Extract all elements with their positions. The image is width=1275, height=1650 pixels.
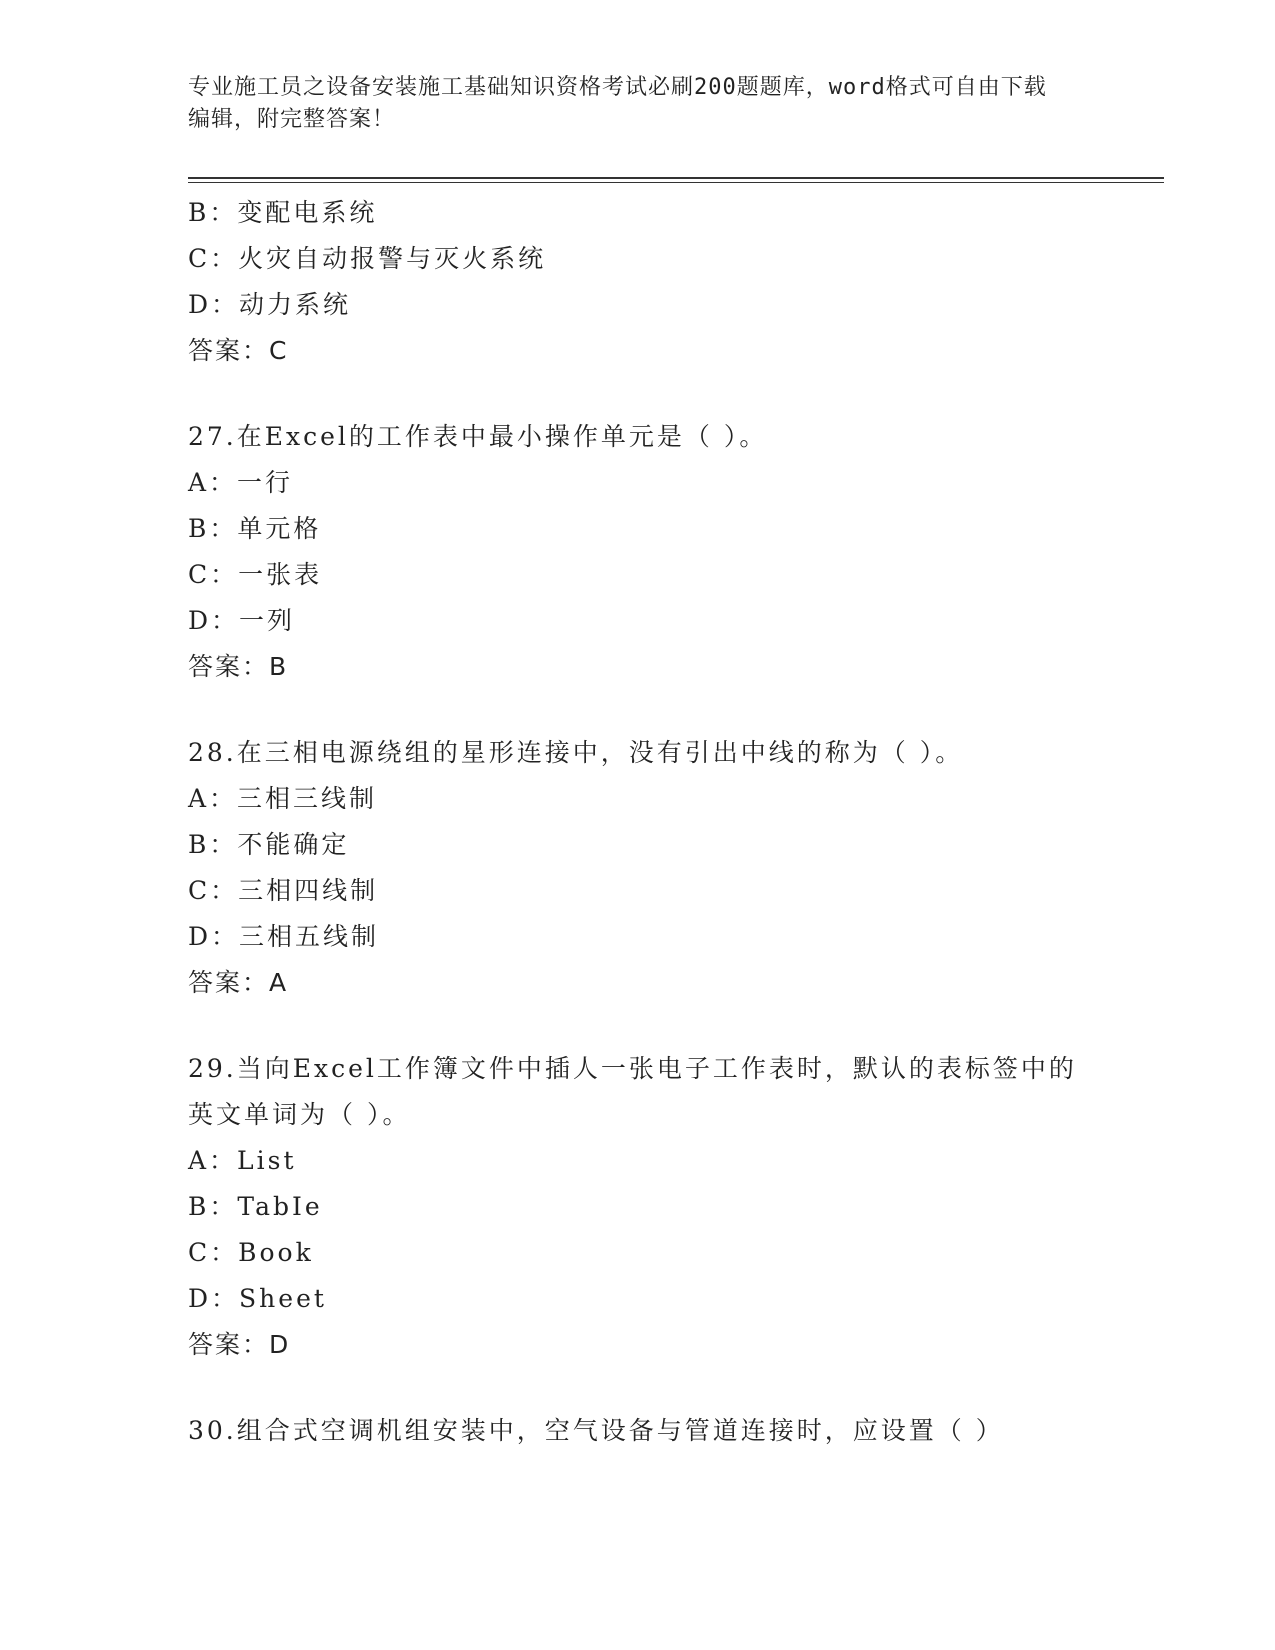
question-28 [188, 730, 1148, 1006]
question-content [188, 190, 1148, 1454]
option-d: D：Sheet [188, 1284, 327, 1313]
question-27 [188, 414, 1148, 690]
question-stem: 28.在三相电源绕组的星形连接中，没有引出中线的称为（ ）。 [188, 738, 964, 767]
option-b: B：变配电系统 [188, 198, 378, 227]
header-divider-thin [188, 182, 1164, 183]
option-c: C：一张表 [188, 560, 323, 589]
header-divider-thick [188, 177, 1164, 179]
document-header: 专业施工员之设备安装施工基础知识资格考试必刷200题题库，word格式可自由下载编辑，附完整答案！ [188, 75, 1047, 132]
option-b: B：TabIe [188, 1192, 323, 1221]
question-stem: 27.在Excel的工作表中最小操作单元是（ ）。 [188, 422, 768, 451]
answer: 答案：A [188, 968, 289, 997]
answer: 答案：B [188, 652, 289, 681]
partial-question-26 [188, 190, 1148, 374]
option-c: C：Book [188, 1238, 314, 1267]
answer: 答案：D [188, 1330, 291, 1359]
option-b: B：单元格 [188, 514, 322, 543]
option-c: C：火灾自动报警与灭火系统 [188, 244, 547, 273]
question-30 [188, 1408, 1148, 1454]
question-stem: 30.组合式空调机组安装中，空气设备与管道连接时，应设置（ ） [188, 1416, 1004, 1445]
option-a: A：三相三线制 [188, 784, 378, 813]
option-d: D：一列 [188, 606, 296, 635]
option-c: C：三相四线制 [188, 876, 379, 905]
option-d: D：动力系统 [188, 290, 352, 319]
question-stem: 29.当向Excel工作簿文件中插人一张电子工作表时，默认的表标签中的英文单词为（ ）。 [188, 1054, 1077, 1129]
option-a: A：List [188, 1146, 297, 1175]
option-a: A：一行 [188, 468, 294, 497]
option-d: D：三相五线制 [188, 922, 380, 951]
answer: 答案：C [188, 336, 289, 365]
question-29 [188, 1046, 1148, 1368]
option-b: B：不能确定 [188, 830, 350, 859]
